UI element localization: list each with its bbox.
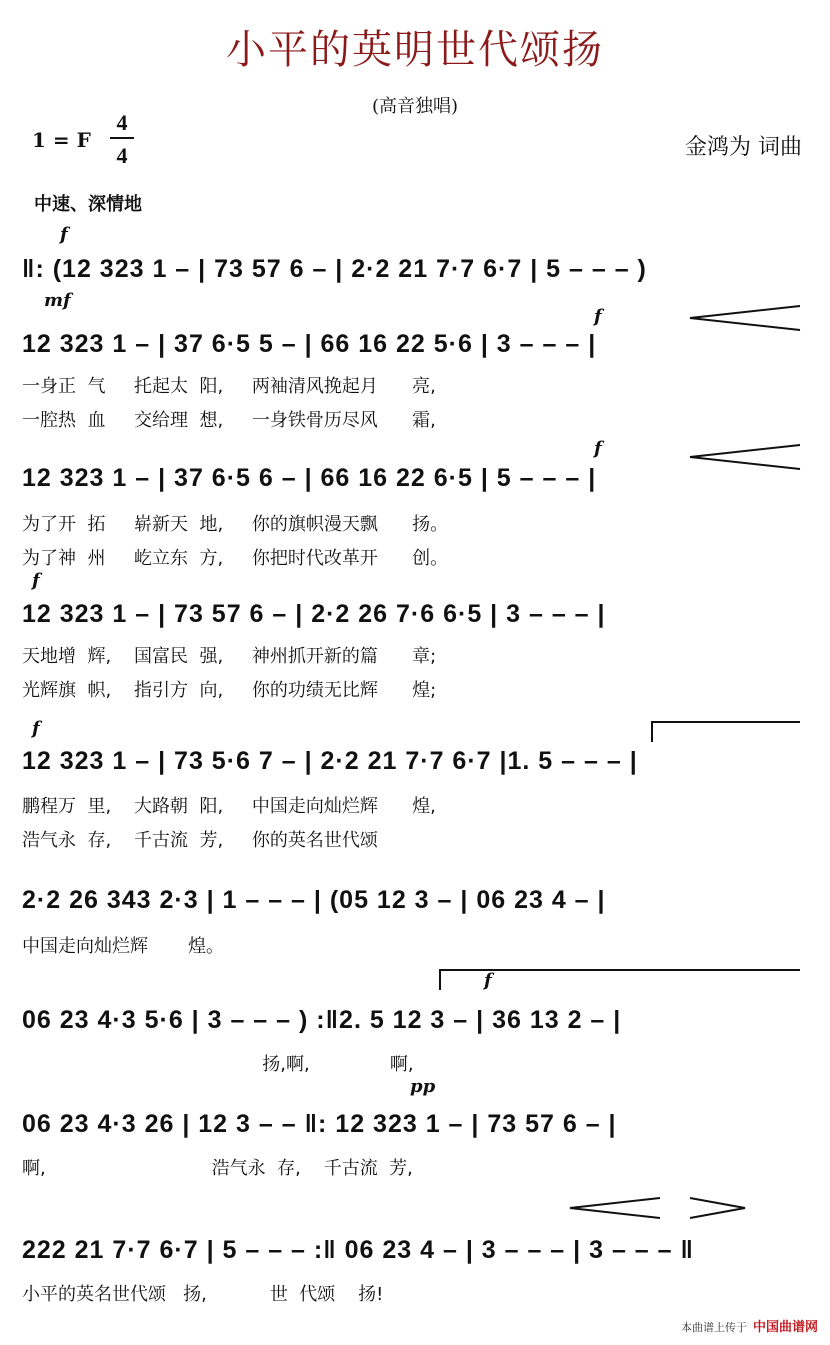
dynamic-mark: f xyxy=(32,570,40,591)
dynamic-mark: f xyxy=(32,718,40,739)
lyric-line: 为了神 州 屹立东 方, 你把时代改革开 创。 xyxy=(22,548,449,569)
lyric-line: 为了开 拓 崭新天 地, 你的旗帜漫天飘 扬。 xyxy=(22,514,449,535)
lyric-line: 中国走向灿烂辉 煌。 xyxy=(22,936,225,957)
lyric-line: 天地增 辉, 国富民 强, 神州抓开新的篇 章; xyxy=(22,646,437,667)
notation-line-7: 06 23 4·3 5·6 | 3 – – – ) :‖2. 5 12 3 – | 36 13 2 – | xyxy=(22,1006,622,1034)
notation-line-6: 2·2 26 343 2·3 | 1 – – – | (05 12 3 – | 06 23 4 – | xyxy=(22,886,606,914)
lyric-line: 小平的英名世代颂 扬, 世 代颂 扬! xyxy=(22,1284,384,1305)
tempo-marking: 中速、深情地 xyxy=(34,194,142,215)
footer-text: 本曲谱上传于 xyxy=(680,1321,747,1334)
notation-line-2: 12 323 1 – | 37 6·5 5 – | 66 16 22 5·6 | 3 – – – | xyxy=(22,330,597,358)
lyric-line: 鹏程万 里, 大路朝 阳, 中国走向灿烂辉 煌, xyxy=(22,796,436,817)
first-ending-bracket xyxy=(652,722,800,742)
notation-line-4: 12 323 1 – | 73 57 6 – | 2·2 26 7·6 6·5 | 3 – – – | xyxy=(22,600,606,628)
lyric-line: 浩气永 存, 千古流 芳, 你的英名世代颂 xyxy=(22,830,378,851)
lyric-line: 啊, 浩气永 存, 千古流 芳, xyxy=(22,1158,413,1179)
notation-line-9: 222 21 7·7 6·7 | 5 – – – :‖ 06 23 4 – | 3 – – – | 3 – – – ‖ xyxy=(22,1236,694,1264)
time-signature-top: 4 xyxy=(110,112,134,139)
lyric-line: 光辉旗 帜, 指引方 向, 你的功绩无比辉 煌; xyxy=(22,680,437,701)
notation-line-3: 12 323 1 – | 37 6·5 6 – | 66 16 22 6·5 | 5 – – – | xyxy=(22,464,597,492)
notation-line-1: ‖: (12 323 1 – | 73 57 6 – | 2·2 21 7·7 6·7 | 5 – – – ) xyxy=(22,255,647,283)
key-signature: 1 = F xyxy=(32,128,91,152)
song-subtitle: (高音独唱) xyxy=(371,96,459,117)
crescendo-hairpin xyxy=(690,306,800,330)
lyric-line: 一腔热 血 交给理 想, 一身铁骨历尽风 霜, xyxy=(22,410,436,431)
dynamic-mark: f xyxy=(60,224,68,245)
notation-line-8: 06 23 4·3 26 | 12 3 – – ‖: 12 323 1 – | 73 57 6 – | xyxy=(22,1110,617,1138)
song-title: 小平的英明世代颂扬 xyxy=(226,27,604,73)
author-credit: 金鸿为 词曲 xyxy=(685,135,802,160)
dynamic-mark: pp xyxy=(410,1076,436,1097)
dynamic-mark: mf xyxy=(44,290,71,311)
notation-line-5: 12 323 1 – | 73 5·6 7 – | 2·2 21 7·7 6·7 |1. 5 – – – | xyxy=(22,747,638,775)
dynamic-mark: f xyxy=(484,970,492,991)
dynamic-mark: f xyxy=(594,438,602,459)
site-logo: 中国曲谱网 xyxy=(752,1320,818,1335)
lyric-line: 一身正 气 托起太 阳, 两袖清风挽起月 亮, xyxy=(22,376,436,397)
dynamic-mark: f xyxy=(594,306,602,327)
crescendo-hairpin xyxy=(690,445,800,469)
crescendo-hairpin xyxy=(570,1198,660,1218)
time-signature-bottom: 4 xyxy=(116,143,128,168)
lyric-line: 扬,啊, 啊, xyxy=(22,1054,414,1075)
decrescendo-hairpin xyxy=(690,1198,745,1218)
second-ending-bracket xyxy=(440,970,800,990)
footer-credit xyxy=(681,1316,818,1335)
